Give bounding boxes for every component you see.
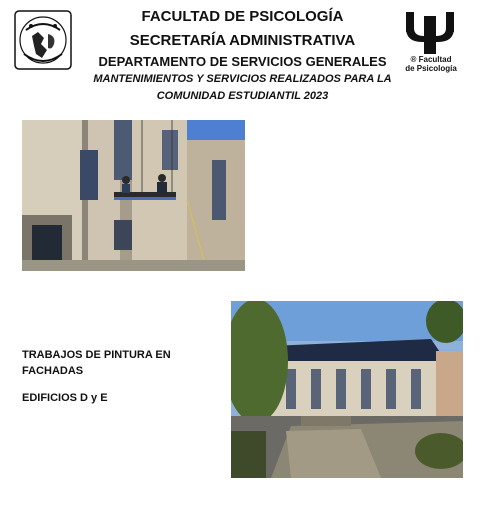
faculty-title: FACULTAD DE PSICOLOGÍA — [141, 8, 344, 25]
painting-work-caption: TRABAJOS DE PINTURA EN FACHADAS — [22, 349, 171, 377]
report-subtitle-line1: MANTENIMIENTOS Y SERVICIOS REALIZADOS PARA LA — [93, 73, 392, 85]
secretariat-title: SECRETARÍA ADMINISTRATIVA — [129, 32, 356, 49]
department-title: DEPARTAMENTO DE SERVICIOS GENERALES — [98, 54, 387, 69]
buildings-caption: EDIFICIOS D y E — [22, 392, 108, 404]
unam-seal-logo — [14, 10, 72, 72]
psychology-logo-line2: de Psicología — [405, 64, 457, 73]
psychology-logo-line1: ® Facultad — [410, 55, 452, 64]
report-subtitle-line2: COMUNIDAD ESTUDIANTIL 2023 — [156, 90, 329, 102]
psychology-logo-text — [396, 55, 466, 73]
facade-painting-photo — [22, 120, 245, 271]
buildings-d-e-photo — [231, 301, 463, 478]
